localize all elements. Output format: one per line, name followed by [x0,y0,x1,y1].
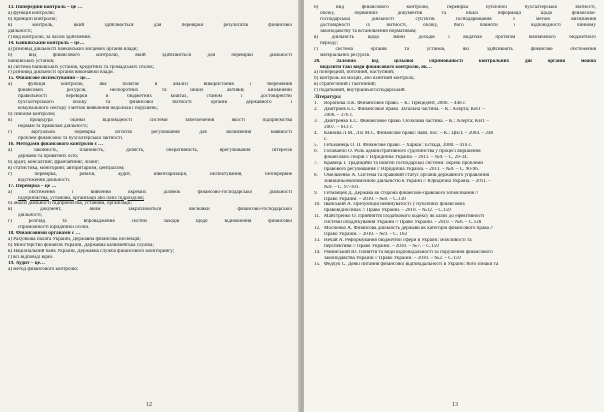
literature-number: 14. [314,250,321,256]
text-line: законодавству та встановлення нормативам; [320,28,417,34]
literature-text: законодавства України // Право України. – 2010. – №2. – С.159 [324,256,461,262]
text-line: в) процедура оцінки відповідності системи забезпечення якості підприємства [8,118,292,124]
text-line: б) Міністерство фінансів України, Державна казначейська служба; [8,243,154,249]
text-line: господарської діяльності суб'єктів господарювання з метою визначення [320,16,596,22]
literature-text: Майстренко О. Прийняття Податкового кодексу як шлях до ефективності [324,214,485,220]
question-heading: 17. Перевірка – це … [8,183,57,189]
literature-number: 1. [314,101,318,107]
text-line: а) функція контролю; [8,10,55,16]
literature-number: 9. [314,190,318,196]
right-question-block [314,5,596,94]
literature-text: Дмитренко Е.С. Финансовое право. Особлива частина. – К.: Алерта; КНТ – [324,119,489,125]
text-line: матеріальних ресурсів. [320,52,371,58]
text-line: нормам та правилам діяльності; [18,124,89,130]
text-line: в) діяльність щодо зміни доходів і видатків протягом визначеного бюджетного [314,34,596,40]
literature-heading: Література: [314,94,342,101]
literature-text: с. [324,136,328,142]
literature-text: 2007. – 613 с. [324,125,354,131]
text-line: б) аналіз діяльності підприємства, установи, організації; [8,201,132,207]
question-heading: 13. Попередній контроль – це … [8,5,83,10]
literature-number: 7. [314,160,318,166]
literature-text: правового регулювання // Юридична Україна. – 2011. – №9. – С. 90-96. [324,166,479,172]
question-heading: 20. Залежно від цільової спрямованості контрольних дій органів можна [314,58,596,64]
literature-number: 10. [314,202,321,208]
left-page-number: 12 [146,402,152,408]
text-line: г) розгляд та впровадження систем заходів щодо відновлення фінансової [8,219,292,225]
text-line: діяльності; [18,213,43,219]
literature-text: правовідносинах // Право України. – 2010. – №12. – С.159 [324,208,451,214]
literature-text: зовнішньоекономічною діяльністю в Україні // Юридична Україна. – 2011. – [324,178,491,184]
text-line: а) Рахункова палата України, Державна фінансова інспекція; [8,237,141,243]
text-line: а) обстеження і вивчення окремих ділянок фінансово-господарської діяльності [8,189,292,195]
text-line: а) функція контролю, яка полягає в аналізі використання і збереження [8,82,292,88]
text-line: а) законність, плановість, дієвість, оперативність, врегулювання інтересів [8,147,292,153]
text-line: правильності перевірки в бюджетних коштах, станом і достовірністю [18,94,292,100]
left-page-text [8,5,292,398]
literature-text: Іванський А. Презумпція невинуватості у публічних фінансових [324,202,466,208]
text-line: б) принцип контролю; [8,16,57,22]
literature-number: 8. [314,172,318,178]
text-line: бухгалтерського обліку та фінансової звітності органів державного і [18,100,292,106]
literature-number: 11. [314,214,321,220]
literature-number: 2. [314,107,318,113]
text-line: а) різновид діяльності банківських місцевих органів влади; [8,46,138,52]
literature-number: 3. [314,119,318,125]
question-heading: 16. Методами фінансового контролю є … [8,141,104,147]
literature-list [314,101,596,268]
text-line: в) Національний банк України, Державна служба фінансового моніторингу; [8,249,175,255]
text-line: б) контроль на місцях, або візитний контроль; [314,76,415,82]
text-line: діяльності; [8,28,33,34]
literature-text: Омельченко А. Система та правовий статус органів державного управління [324,172,489,178]
question-heading: 14. Банківський контроль – це… [8,40,85,46]
literature-text: перспективи // Право України. – 2010. – №7. – С.159 [324,244,439,250]
text-line: держави та приватних осіб; [18,153,79,159]
literature-text: системи оподаткування України // Право України. – 2010. – №6. – С.128 [324,220,482,226]
literature-number: 13. [314,238,321,244]
text-line: а) метод фінансового контролю; [8,266,79,272]
text-line: в) стратегічний і тактичний; [314,82,376,88]
text-line: б) вид фінансового контролю, який здійснюється для перевірки діяльності [8,52,292,58]
literature-number: 12. [314,226,321,232]
literature-item [314,262,596,268]
literature-number: 4. [314,131,318,137]
literature-text: Мосиенко А. Фінансова діяльність держави як категорія фінансового права // [324,226,494,232]
text-line: відстеження діяльності. [18,177,71,183]
literature-text: Кравець І. Традиційні та новітні господарські системи: окремі проблеми [324,160,484,166]
text-line: підприємства, установи, організації або їхніх підрозділів; [18,195,145,201]
literature-text: Право України. – 2010. – №9. – С. 162 [324,232,408,238]
literature-text: фінансових спорів // Юридична Україна. – 2011. – №9. – С. 29-34. [324,154,468,160]
literature-text: Федчук С. Деякі питання фінансової відповідальності в Україні: його ознаки та [324,261,499,267]
text-line: б) аудит, консалтинг, франчайзинг, лізинг; [8,159,100,165]
text-line: в) система банківських установ, кредитних та громадських спілок; [8,64,155,70]
literature-text: Голованчо О. Роль адміністративного судочинства у процесі вирішення [324,148,481,154]
text-line: г) віртуальна перевірка об'єктів регулювання для визначення наявності [8,130,292,136]
literature-text: Право України. – 2010. – №8. – С.130 [324,196,406,202]
literature-text: Дмитриев Е.С. Финансовое право. Загальна частина. – К.: Алерта; КНТ – [324,107,485,113]
literature-text: Воронова Л.К. Финансовое право. – К.: Прецедент, 2006. – 448 с. [324,101,467,107]
text-line: фінансових ресурсів, необоротних та інших активів; визначенні [18,88,292,94]
text-line: г) вид контролю, за часом здійснення. [8,34,92,40]
literature-number: 5. [314,142,318,148]
text-line: комунального сектору з метою виявлення недоліків і порушень; [18,106,159,112]
question-heading: 15. Фінансове інспектування – це… [8,76,91,82]
text-line: б) вид фінансового контролю, перевірка публічної бухгалтерської звітності, [314,5,596,10]
literature-text: Канаєва Л.М., Ліх М.С. Финансове право: навч. пос. – К.: ЦНЛ. – 2004. – 248 [324,131,494,137]
literature-text: 2006. – 376 с. [324,113,354,119]
right-page [304,0,604,412]
literature-text: Нечай А. Реформування бюджетної сфери в Україні: можливості та [324,238,472,244]
literature-number: 15. [314,261,321,267]
text-line: достовірності їх звітності, обліку, його повноти і відповідності чинному [320,22,596,28]
text-line: г) різновид діяльності органів виконавчої влади. [8,70,114,76]
text-line: обліку, первинних документів та іншої інформації щодо фінансово- [320,10,596,16]
right-page-text [314,5,596,398]
text-line: періоду; [320,40,338,46]
literature-text: Гетманцев Д. Держава як сторона фінансово-правового зобов'язання // [324,190,479,196]
text-line: проблем фінансової та бухгалтерської звітності. [18,135,124,141]
text-line: г) система органів та установ, які здійснюють фінансове обстеження [314,46,596,52]
question-heading: виділити такі види фінансового контролю, як… [320,64,433,70]
text-line: в) документ, яким закріплюються висновки фінансово-господарської [8,207,292,213]
left-page [0,0,300,412]
text-line: б) синонім контролю; [8,112,56,118]
text-line: г) податковий, внутрішньогосподарський. [314,88,406,94]
literature-text: №9. – С. 97-101. [324,184,360,190]
text-line: в) контроль, який здійснюється для перевірки результатів фінансової [8,22,292,28]
literature-number: 6. [314,148,318,154]
text-line: г) перевірка, ревізія, аудит, інвентаризація, інспектування, безперервне [8,171,292,177]
literature-text: Ровинський Ю. Поняття та види відповідальності за порушення фінансового [324,250,493,256]
right-page-number: 13 [452,402,458,408]
text-line: а) попередній, поточний, наступний; [314,70,395,76]
text-line: в) статистика, моніторинг, авторитаризм, централізм; [8,165,125,171]
text-line: спроможності юридичної особи. [18,225,90,231]
literature-text: Гетьманець О. П. Фінансове право. – Харків : Еспада, 2008. – 416 с. [324,142,473,148]
question-heading: 18. Фінансовими органами є … [8,231,81,237]
text-line: банківських установ; [8,58,55,64]
question-heading: 19. Аудит – це… [8,260,46,266]
text-line: г) всі відповіді вірні. [8,255,54,261]
